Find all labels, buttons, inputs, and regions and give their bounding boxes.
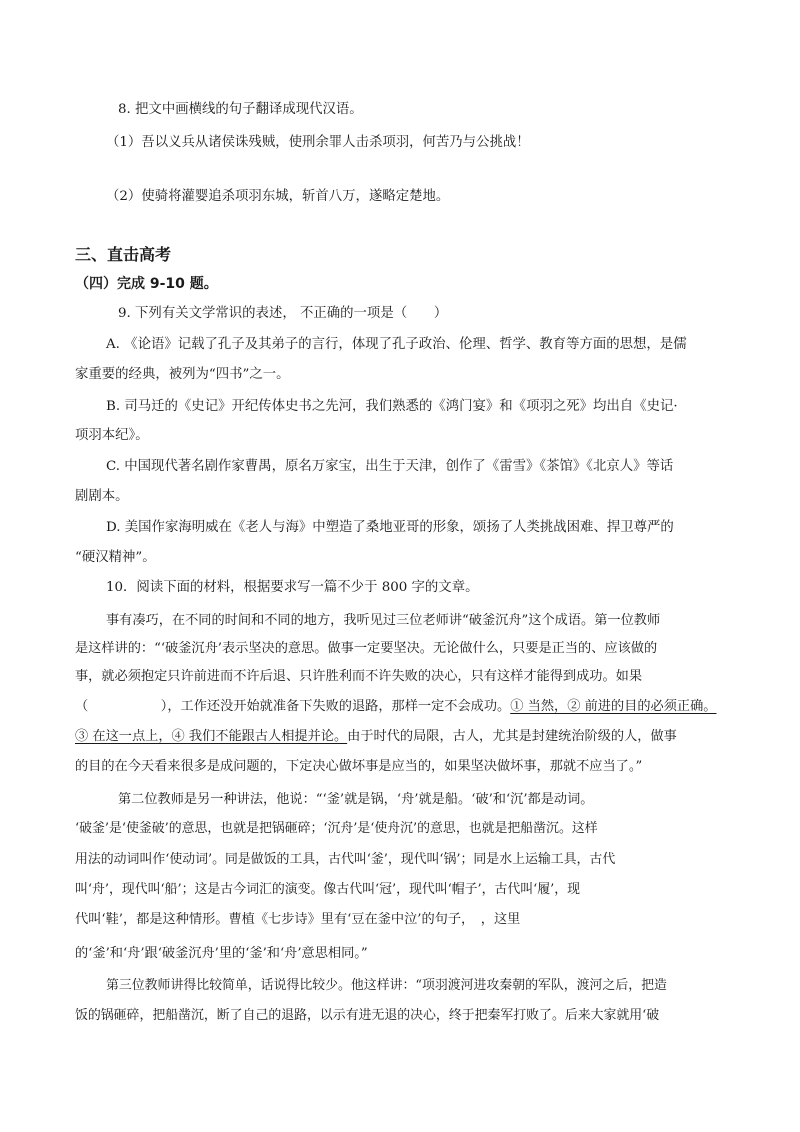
section-heading: 三、直击高考	[75, 245, 172, 264]
material-p1-line6: 的目的在今天看来很多是成问题的，下定决心做坏事是应当的，如果坚决做坏事，那就不应当了。”	[75, 759, 643, 774]
material-p1-line5-text: 由于时代的局限，古人，尤其是封建统治阶级的人，做事	[347, 729, 677, 744]
q9-stem: 9. 下列有关文学常识的表述， 不正确的一项是（ ）	[118, 306, 448, 321]
fill-blank-open: （	[75, 699, 89, 714]
q9-option-c-line2: 剧剧本。	[75, 489, 129, 504]
material-p2-line4: 叫‘舟’，现代叫‘船’；这是古今词汇的演变。像古代叫‘冠’，现代叫‘帽子’，古代叫‘履’，现	[75, 882, 581, 897]
q8-sentence-1: （1）吾以义兵从诸侯诛残贼，使刑余罪人击杀项羽，何苦乃与公挑战！	[106, 135, 530, 150]
material-p1-line4	[75, 698, 716, 716]
q9-option-d-line2: “硬汉精神”。	[75, 550, 156, 565]
material-p1-line5	[75, 728, 677, 746]
material-p2-line5: 代叫‘鞋’，都是这种情形。曹植《七步诗》里有‘豆在釜中泣’的句子， ，这里	[75, 912, 521, 927]
material-p1-line4-text: ），工作还没开始就准备下失败的退路，那样一定不会成功。	[160, 699, 511, 714]
material-p3-line2: 饭的锅砸碎，把船凿沉，断了自己的退路，以示有进无退的决心，终于把秦军打败了。后来大家就用‘破	[75, 1008, 660, 1023]
material-p1-line2: 是这样讲的：“‘破釜沉舟’表示坚决的意思。做事一定要坚决。无论做什么，只要是正当的、应该做的	[75, 641, 658, 656]
question-group-label: （四）完成 9-10 题。	[75, 276, 218, 292]
material-p1-line3: 事，就必须抱定只许前进而不许后退、只许胜利而不许失败的决心，只有这样才能得到成功。如果	[75, 669, 643, 684]
underlined-sentence-part1: ① 当然，② 前进的目的必须正确。	[510, 699, 717, 714]
material-p2-line1: 第二位教师是另一种讲法，他说：“‘釜’就是锅，‘舟’就是船。‘破’和‘沉’都是动词。	[118, 792, 594, 807]
material-p3-line1: 第三位教师讲得比较简单，话说得比较少。他这样讲：“项羽渡河进攻秦朝的军队，渡河之后，把造	[106, 978, 667, 993]
q9-option-c-line1: C. 中国现代著名剧作家曹禺，原名万家宝，出生于天津，创作了《雷雪》《茶馆》《北京人》等话	[106, 459, 674, 474]
material-p2-line6: 的‘釜’和‘舟’跟‘破釜沉舟’里的‘釜’和‘舟’意思相同。”	[75, 946, 368, 961]
q9-option-d-line1: D. 美国作家海明威在《老人与海》中塑造了桑地亚哥的形象，颂扬了人类挑战困难、捍卫尊严的	[106, 520, 674, 535]
material-p1-line1: 事有凑巧，在不同的时间和不同的地方，我听见过三位老师讲“破釜沉舟”这个成语。第一位教师	[106, 613, 661, 628]
material-p2-line2: ‘破釜’是‘使釜破’的意思，也就是把锅砸碎；‘沉舟’是‘使舟沉’的意思，也就是把船凿沉。这样	[75, 821, 598, 836]
underlined-sentence-part2: ③ 在这一点上，④ 我们不能跟古人相提并论。	[75, 729, 348, 744]
q8-title: 8. 把文中画横线的句子翻译成现代汉语。	[118, 102, 363, 117]
q10-stem: 10．阅读下面的材料，根据要求写一篇不少于 800 字的文章。	[106, 580, 479, 595]
q9-option-b-line1: B. 司马迁的《史记》开纪传体史书之先河，我们熟悉的《鸿门宴》和《项羽之死》均出自《史记·	[106, 399, 678, 414]
q8-sentence-2: （2）使骑将灌婴追杀项羽东城，斩首八万，遂略定楚地。	[106, 189, 450, 204]
q9-option-a-line1: A. 《论语》记载了孔子及其弟子的言行，体现了孔子政治、伦理、哲学、教育等方面的思想，是儒	[106, 337, 687, 352]
q9-option-a-line2: 家重要的经典，被列为“四书”之一。	[75, 367, 290, 382]
q9-option-b-line2: 项羽本纪》。	[75, 428, 149, 443]
material-p2-line3: 用法的动词叫作‘使动词’。同是做饭的工具，古代叫‘釜’，现代叫‘锅’；同是水上运输工具，古代	[75, 852, 616, 867]
